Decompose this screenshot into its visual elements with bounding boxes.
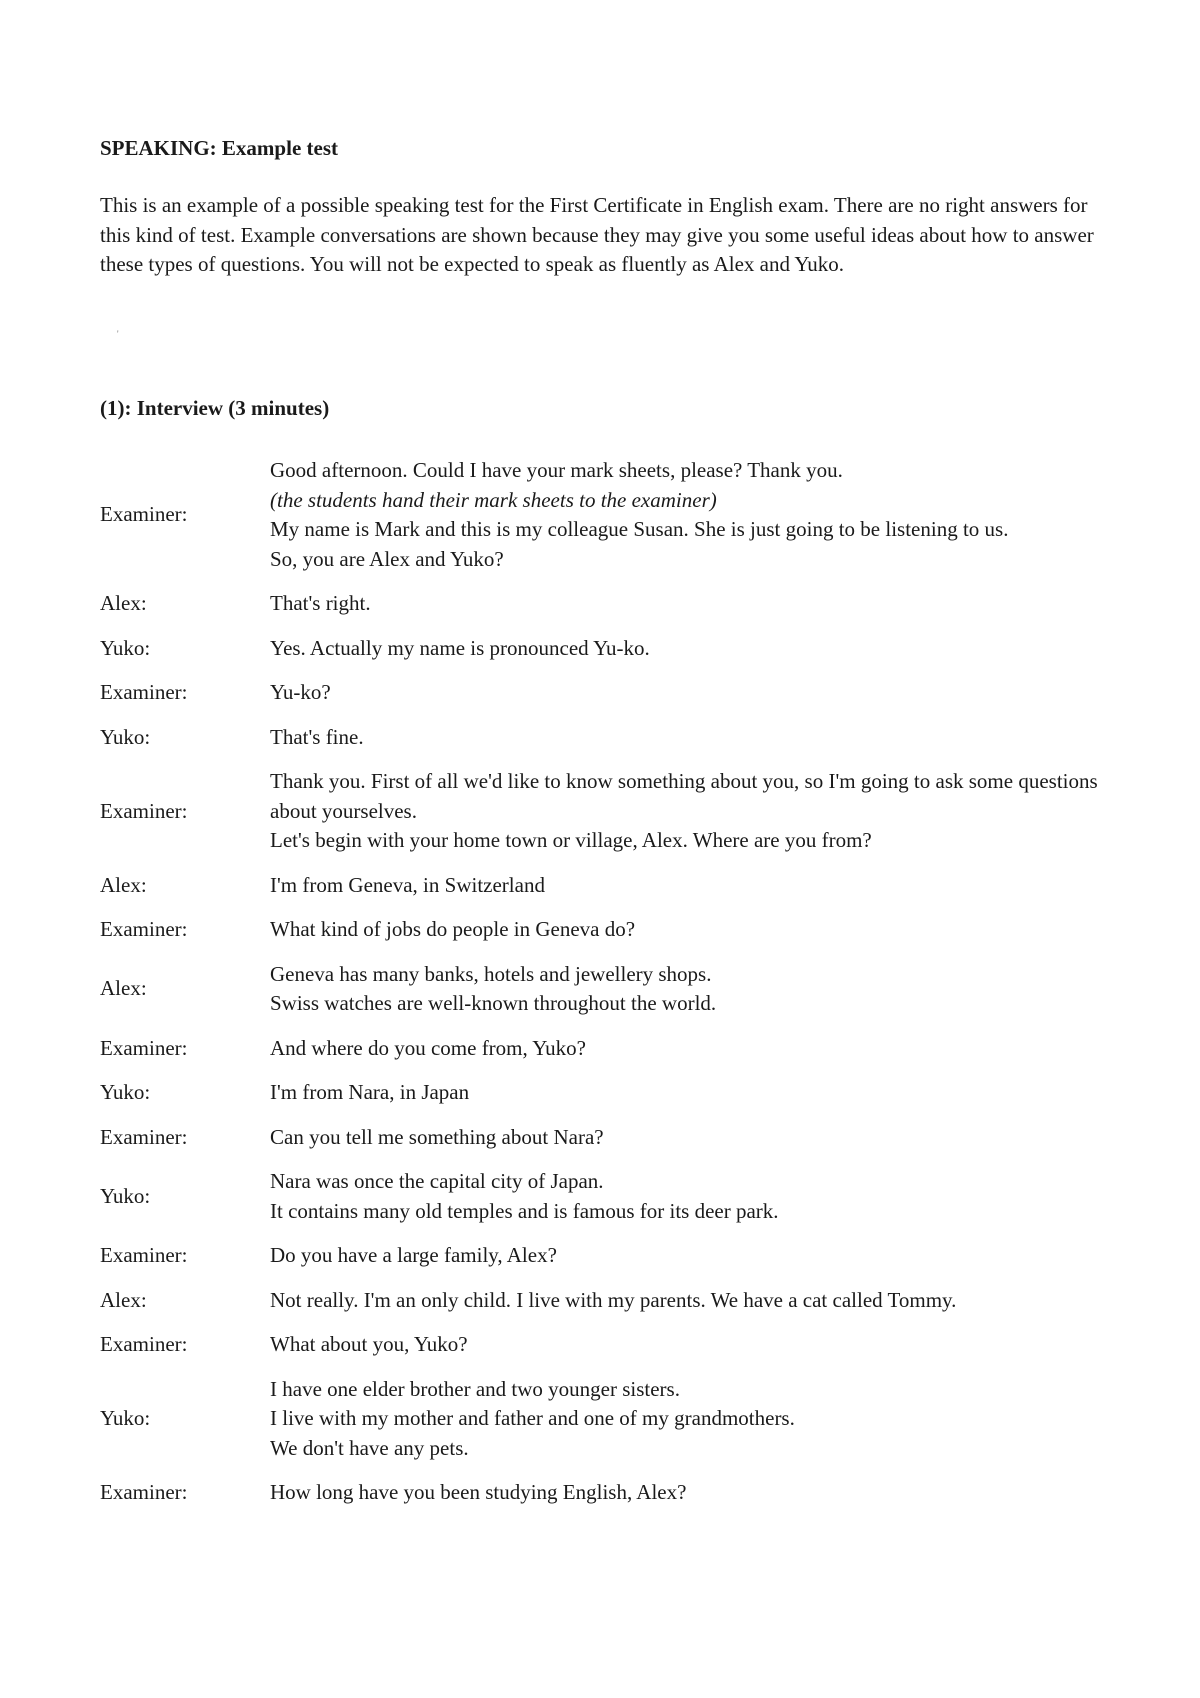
speech-line: Nara was once the capital city of Japan. <box>270 1169 604 1193</box>
speaker-label: Examiner: <box>100 1035 188 1060</box>
speaker-label: Yuko: <box>100 635 151 660</box>
speaker-label: Alex: <box>100 872 147 897</box>
speaker-label: Yuko: <box>100 724 151 749</box>
speech-text <box>270 871 1100 901</box>
speaker-label: Examiner: <box>100 1480 188 1504</box>
dialogue-turn <box>100 960 1100 1019</box>
speech-text <box>270 634 1100 664</box>
speaker-label: Alex: <box>100 591 147 615</box>
speech-line: Not really. I'm an only child. I live with my parents. We have a cat called Tommy. <box>270 1287 957 1312</box>
speech-line: Let's begin with your home town or village, Alex. Where are you from? <box>270 828 872 852</box>
speaker-label: Examiner: <box>100 798 188 823</box>
speech-text <box>270 1078 1100 1108</box>
dialogue-turn <box>100 915 1100 945</box>
document-title: SPEAKING: Example test <box>100 136 338 160</box>
dialogue-turn <box>100 456 1100 574</box>
speech-text <box>270 1123 1100 1153</box>
speech-line: Yu-ko? <box>270 680 331 704</box>
speaker-label: Examiner: <box>100 1332 188 1356</box>
speech-line: My name is Mark and this is my colleague Susan. She is just going to be listening to us. <box>270 517 1009 541</box>
speech-text <box>270 456 1100 574</box>
intro-paragraph: This is an example of a possible speaking test for the First Certificate in English exam. There are no right answers for this kind of test. Example conversations are shown because they may give you some useful ideas about how to answer these types of questions. You will not be expected to speak as fluently as Alex and Yuko. <box>100 193 1094 276</box>
speech-line: Swiss watches are well-known throughout the world. <box>270 991 717 1015</box>
speaker-label: Examiner: <box>100 1124 188 1149</box>
speech-text <box>270 1330 1100 1360</box>
speech-line: Geneva has many banks, hotels and jewellery shops. <box>270 961 712 986</box>
speech-line: How long have you been studying English, Alex? <box>270 1480 687 1504</box>
speech-text <box>270 1375 1100 1464</box>
dialogue-turn <box>100 1167 1100 1226</box>
stray-mark: ' <box>117 329 119 339</box>
speech-text <box>270 589 1100 619</box>
speaker-label: Examiner: <box>100 917 188 941</box>
speech-line: Do you have a large family, Alex? <box>270 1243 557 1267</box>
speech-text <box>270 1478 1100 1508</box>
dialogue-turn <box>100 1286 1100 1316</box>
speaker-label: Yuko: <box>100 1406 151 1430</box>
speech-line: I have one elder brother and two younger sisters. <box>270 1376 680 1401</box>
speaker-label: Yuko: <box>100 1183 151 1208</box>
speaker-label: Examiner: <box>100 502 188 527</box>
dialogue-turn <box>100 634 1100 664</box>
dialogue-turn <box>100 767 1103 856</box>
dialogue-turn <box>100 1123 1100 1153</box>
speech-line: Yes. Actually my name is pronounced Yu-ko. <box>270 635 650 660</box>
dialogue-turn <box>100 871 1100 901</box>
speech-line: Good afternoon. Could I have your mark sheets, please? Thank you. <box>270 458 843 482</box>
speech-text <box>270 1241 1100 1271</box>
speech-line: What about you, Yuko? <box>270 1332 468 1356</box>
speech-line: It contains many old temples and is famous for its deer park. <box>270 1198 779 1223</box>
dialogue-turn <box>100 1078 1100 1108</box>
dialogue-turn <box>100 1330 1100 1360</box>
speech-line: I'm from Nara, in Japan <box>270 1080 470 1104</box>
speech-line: So, you are Alex and Yuko? <box>270 546 504 571</box>
speech-text <box>270 915 1100 945</box>
dialogue-transcript <box>100 456 1103 1523</box>
speech-text <box>270 678 1100 708</box>
speech-line: Thank you. First of all we'd like to know something about you, so I'm going to ask some questions about yourselves. <box>270 769 1103 823</box>
speech-text <box>270 1286 1100 1316</box>
stage-direction: (the students hand their mark sheets to the examiner) <box>270 487 717 512</box>
speech-line: That's right. <box>270 591 371 615</box>
section-heading: (1): Interview (3 minutes) <box>100 396 330 420</box>
speech-text <box>270 1167 1100 1226</box>
speech-line: And where do you come from, Yuko? <box>270 1035 586 1060</box>
dialogue-turn <box>100 1241 1100 1271</box>
speech-line: I live with my mother and father and one of my grandmothers. <box>270 1406 795 1430</box>
speaker-label: Examiner: <box>100 1243 188 1267</box>
speech-text <box>270 1034 1100 1064</box>
speech-line: What kind of jobs do people in Geneva do? <box>270 917 636 941</box>
speech-line: I'm from Geneva, in Switzerland <box>270 872 545 897</box>
dialogue-turn <box>100 723 1100 753</box>
speech-text <box>270 960 1100 1019</box>
speech-line: That's fine. <box>270 724 364 749</box>
dialogue-turn <box>100 1478 1100 1508</box>
speaker-label: Alex: <box>100 976 147 1001</box>
speaker-label: Examiner: <box>100 680 188 704</box>
dialogue-turn <box>100 589 1100 619</box>
dialogue-turn <box>100 1375 1100 1464</box>
speech-text <box>270 767 1103 856</box>
speech-line: Can you tell me something about Nara? <box>270 1124 604 1149</box>
speaker-label: Alex: <box>100 1287 147 1312</box>
speech-line: We don't have any pets. <box>270 1435 469 1460</box>
speaker-label: Yuko: <box>100 1080 151 1104</box>
dialogue-turn <box>100 678 1100 708</box>
dialogue-turn <box>100 1034 1100 1064</box>
speech-text <box>270 723 1100 753</box>
